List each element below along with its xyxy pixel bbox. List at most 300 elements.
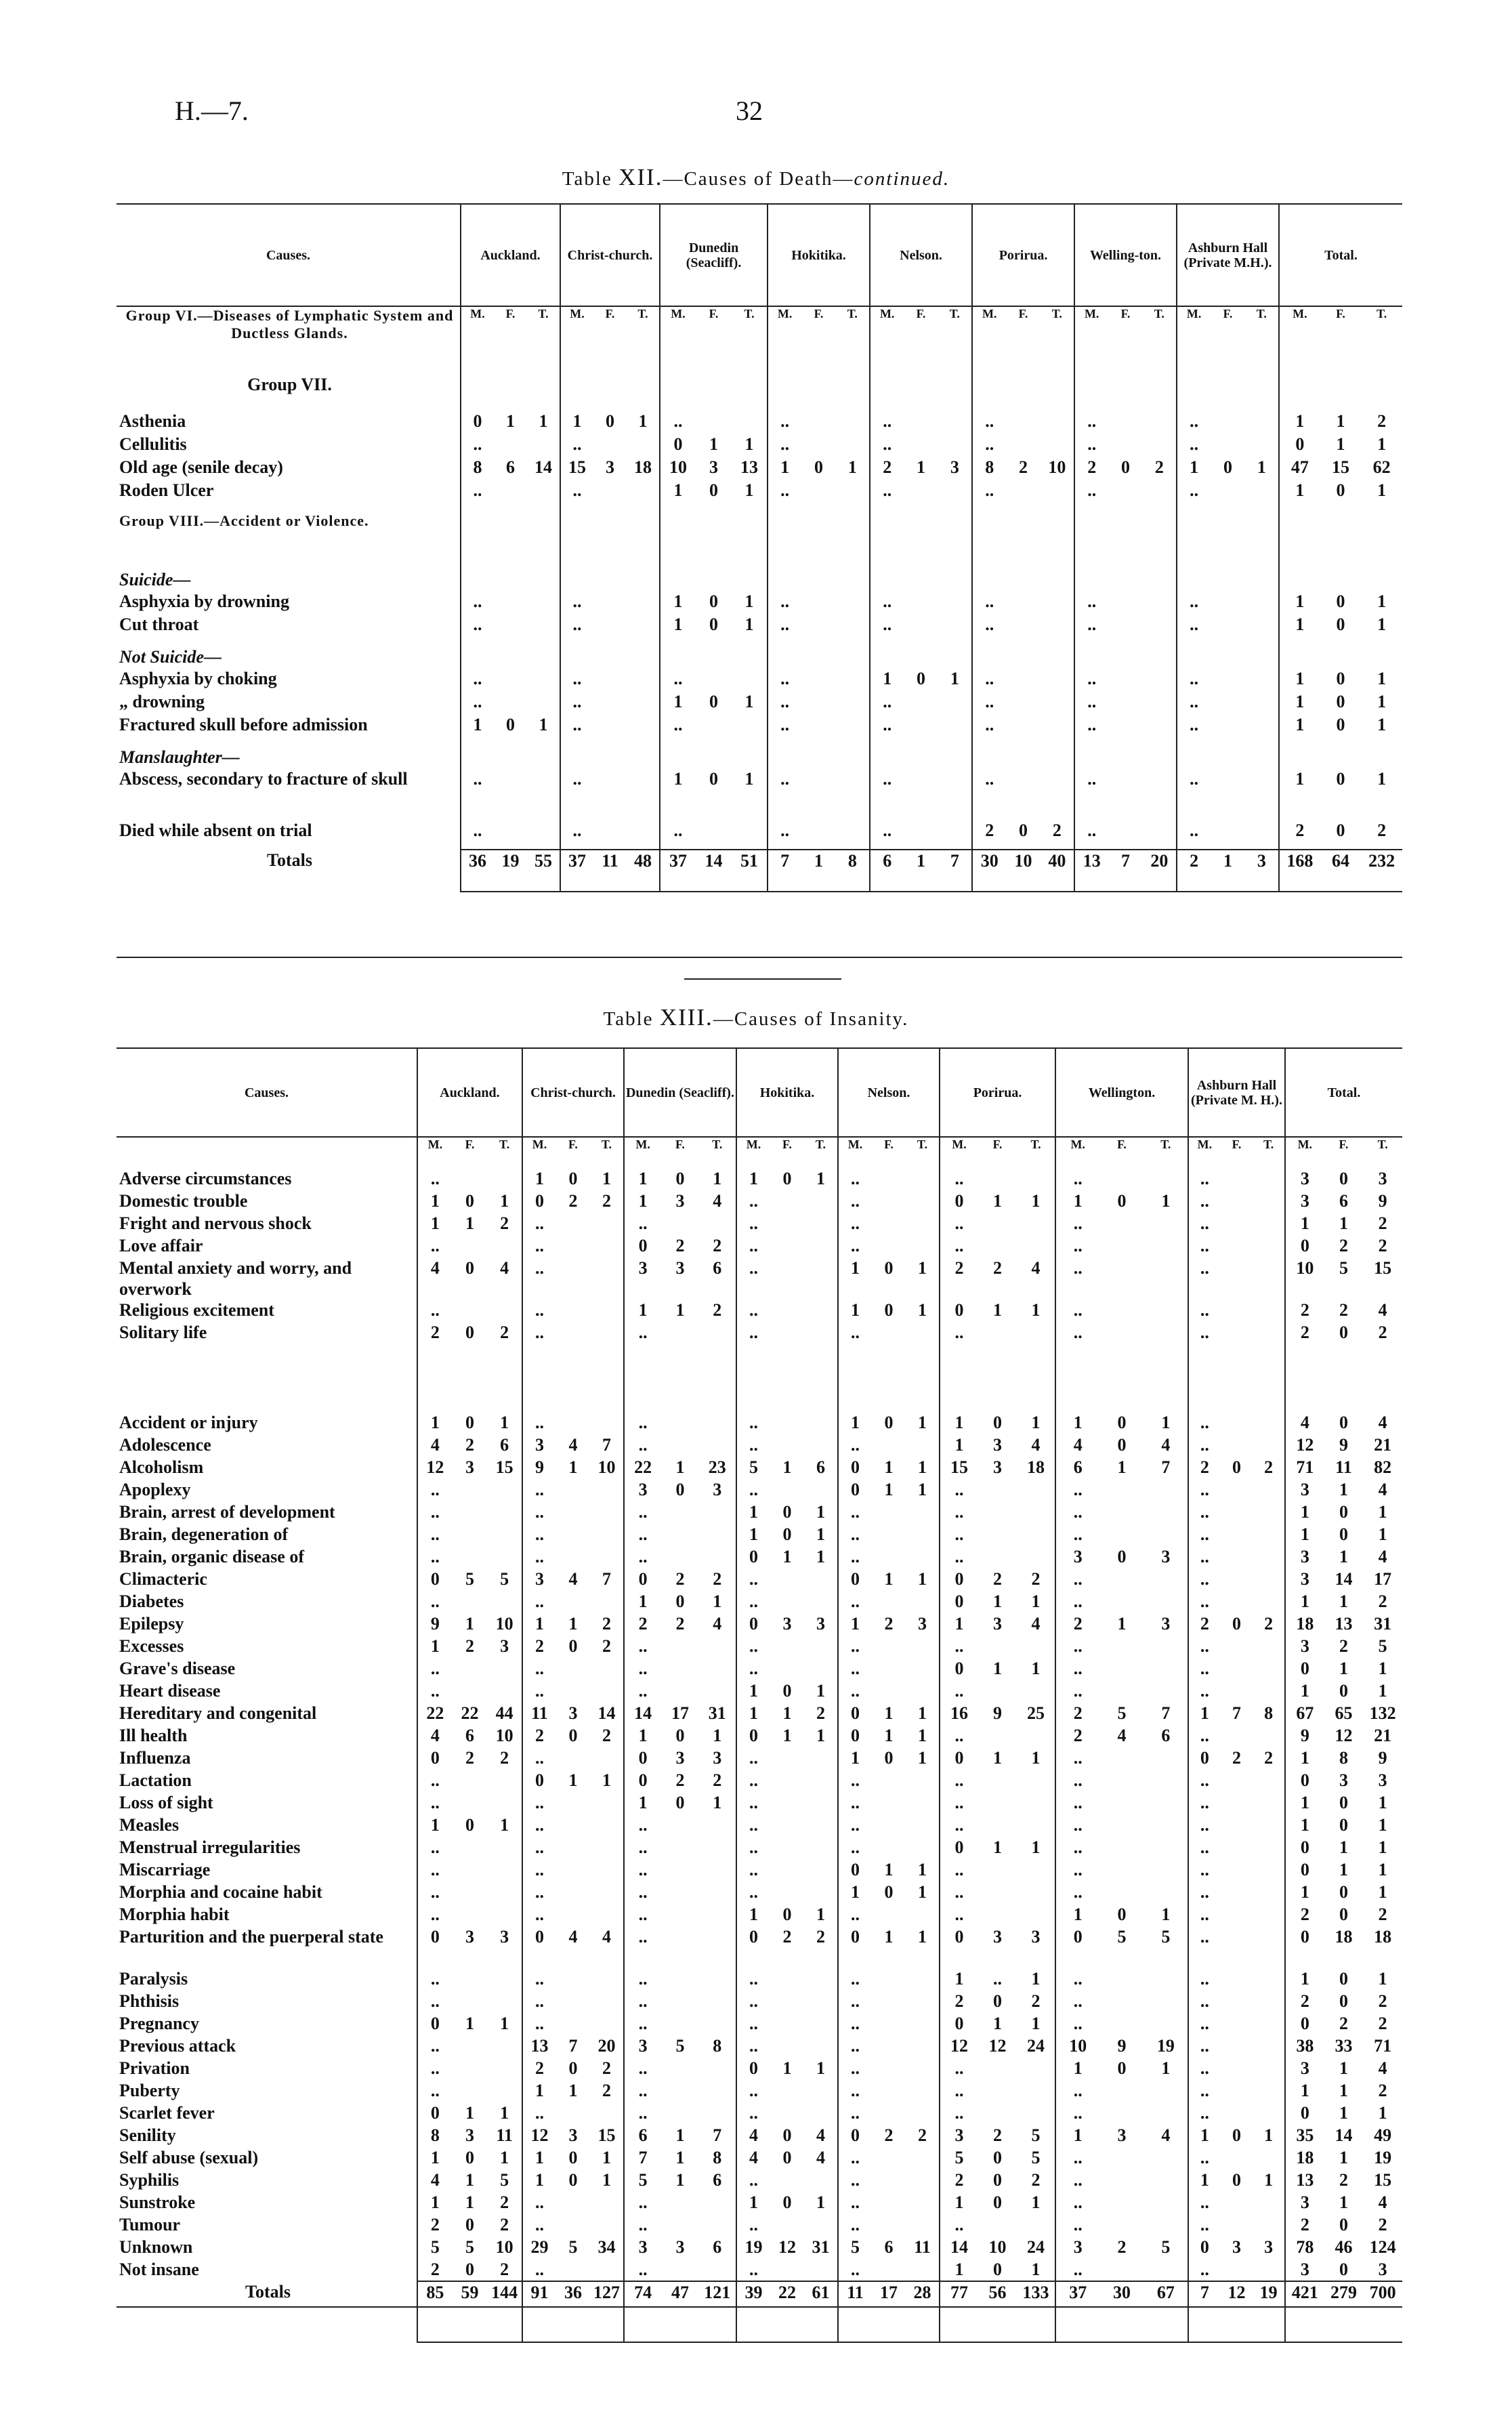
table13-value-cell: .. (1188, 1926, 1221, 1968)
table13-value-cell: 25 (1027, 1703, 1045, 1724)
table13-value-cell (1253, 1658, 1285, 1680)
table13-value-cell: 127 (590, 2281, 624, 2342)
table13-value-cell (906, 2058, 940, 2080)
table13-value-cell: .. (736, 1814, 770, 1837)
table13-value-cell (1253, 2013, 1285, 2035)
table12-row (117, 668, 1402, 691)
table13-value-cell: 0 (838, 1926, 872, 1968)
table13-value-cell: 1 (1031, 1191, 1041, 1211)
table12-value-cell (801, 512, 835, 569)
table13-value-cell: .. (1055, 2169, 1099, 2192)
table13-value-cell (1253, 2147, 1285, 2169)
table13-col-institution: Auckland. (417, 1049, 522, 1137)
table13-sub-header: F. (1117, 1138, 1127, 1151)
table13-value-cell: 0 (884, 1258, 894, 1278)
table12-value-cell: 1 (709, 434, 719, 454)
table13-value-cell: 31 (1374, 1614, 1392, 1634)
table12-value-cell (801, 714, 835, 747)
table13-value-cell: 3 (568, 2125, 578, 2146)
table13-value-cell: .. (1055, 1213, 1099, 1235)
table13-value-cell (590, 1991, 624, 2013)
table13-value-cell (487, 1658, 522, 1680)
table13-value-cell (699, 1524, 736, 1546)
table13-value-cell: 19 (1253, 2281, 1285, 2342)
table13-value-cell: 1 (1264, 2170, 1274, 2190)
table13-value-cell: .. (522, 1881, 556, 1904)
table13-value-cell: 1 (1031, 1837, 1041, 1858)
table13-value-cell (699, 1837, 736, 1859)
table13-value-cell: 3 (522, 1434, 556, 1457)
table13-cause-label: Brain, arrest of development (119, 1502, 335, 1522)
table12-value-cell: 6 (506, 457, 515, 477)
table12-value-cell (1211, 768, 1244, 820)
table13-value-cell: 1 (993, 1748, 1003, 1768)
table12-value-cell: .. (1074, 614, 1108, 646)
table13-value-cell: 1 (522, 1613, 556, 1636)
table13-value-cell: .. (838, 1546, 872, 1568)
table13-value-cell: 77 (940, 2281, 978, 2342)
table12-sub-header: F. (709, 307, 719, 320)
table12-totals-label: Totals (267, 850, 312, 870)
table13-value-cell (872, 1968, 906, 1991)
table12-value-cell (1211, 668, 1244, 691)
table13-value-cell: 0 (1339, 1969, 1348, 1989)
table13-value-cell (556, 1479, 590, 1501)
table13-value-cell: 2 (602, 2081, 611, 2101)
table13-value-cell (1017, 2102, 1055, 2125)
table13-value-cell: 37 (1055, 2281, 1099, 2342)
table13-value-cell: 1 (675, 1457, 685, 1478)
table13-value-cell: 1 (1161, 1191, 1171, 1211)
table13-value-cell: .. (736, 1235, 770, 1257)
table13-value-cell (770, 2259, 804, 2281)
table13-value-cell (453, 2035, 488, 2058)
table13-value-cell: 2 (1378, 1592, 1387, 1612)
table13-value-cell: 1 (624, 1725, 661, 1747)
table13-value-cell: 1 (993, 2014, 1003, 2034)
table13-value-cell: 3 (1117, 2125, 1127, 2146)
table12-value-cell (1006, 591, 1040, 614)
table13-value-cell: 3 (465, 1927, 474, 1947)
table12-value-cell: 1 (1279, 591, 1320, 614)
table13-value-cell (699, 1344, 736, 1412)
table13-value-cell: 4 (1161, 1435, 1171, 1455)
table13-value-cell (556, 1524, 590, 1546)
table12-value-cell (1143, 591, 1177, 614)
table12-value-cell: 1 (1177, 457, 1211, 480)
table13-row (117, 2214, 1402, 2237)
table12-sub-header: M. (870, 306, 904, 374)
table13-value-cell: 1 (1378, 1524, 1387, 1545)
table13-row (117, 1168, 1402, 1190)
table12-value-cell (836, 820, 870, 850)
table12-value-cell (1074, 646, 1108, 668)
table12-value-cell: 1 (1279, 668, 1320, 691)
table13-value-cell: .. (1188, 1412, 1221, 1434)
table12-value-cell (1006, 714, 1040, 747)
table13-value-cell (699, 1658, 736, 1680)
table13-cause-label: Self abuse (sexual) (119, 2148, 259, 2168)
table12-value-cell (696, 747, 732, 768)
table13-value-cell (556, 1501, 590, 1524)
table13-value-cell (487, 1770, 522, 1792)
table13-value-cell: 1 (675, 2148, 685, 2168)
table12-sub-header: F. (1120, 307, 1131, 320)
table12-value-cell: .. (560, 768, 593, 820)
table12-value-cell (1143, 480, 1177, 512)
table13-value-cell: .. (522, 1859, 556, 1881)
table13-value-cell (556, 1792, 590, 1814)
table13-value-cell: .. (417, 1859, 453, 1881)
table13-value-cell: .. (1188, 2102, 1221, 2125)
table13-row (117, 1546, 1402, 1568)
table12-value-cell (732, 747, 768, 768)
table13-value-cell: 1 (1161, 1905, 1171, 1925)
table12-value-cell: 2 (1074, 457, 1108, 480)
table12-value-cell: 2 (972, 820, 1006, 850)
table12-value-cell (1143, 434, 1177, 457)
table13-value-cell: 0 (838, 1479, 872, 1501)
table13-value-cell (699, 1968, 736, 1991)
table13-cause-label: Privation (119, 2058, 190, 2079)
table12-value-cell (1361, 374, 1402, 411)
table12-value-cell (1245, 614, 1279, 646)
table13-value-cell (1099, 1501, 1143, 1524)
table13-value-cell: 1 (568, 1614, 578, 1634)
table12-col-institution: Porirua. (972, 205, 1074, 306)
table13-value-cell: 15 (597, 2125, 616, 2146)
table12-value-cell: .. (1177, 820, 1211, 850)
table12-value-cell: 64 (1320, 850, 1362, 892)
table13-value-cell (590, 1881, 624, 1904)
table12-value-cell (696, 411, 732, 434)
table13-value-cell (1221, 1792, 1253, 1814)
table12-row (117, 434, 1402, 457)
table12-sub-header: T. (847, 307, 858, 320)
table13-value-cell: 0 (1339, 1169, 1348, 1188)
table13-value-cell: 5 (500, 1569, 509, 1589)
table13-value-cell: 3 (1055, 2237, 1099, 2259)
table12-value-cell (1245, 714, 1279, 747)
table12-value-cell (593, 747, 627, 768)
table12-value-cell (1361, 747, 1402, 768)
table12-value-cell: .. (560, 820, 593, 850)
table13-value-cell (1099, 1881, 1143, 1904)
table12-value-cell: 0 (506, 715, 515, 734)
table13-value-cell: 0 (940, 1747, 978, 1770)
table13-value-cell: 1 (816, 2058, 825, 2079)
table12-value-cell (1245, 646, 1279, 668)
table12-value-cell: 0 (1336, 692, 1345, 711)
table13-value-cell: 1 (816, 1524, 825, 1545)
table13-cause-label: Brain, organic disease of (119, 1547, 304, 1567)
table13-value-cell (1099, 1658, 1143, 1680)
table12-value-cell: .. (768, 411, 801, 434)
table13-value-cell: .. (736, 1881, 770, 1904)
table13-value-cell: 18 (1335, 1927, 1353, 1947)
table13-value-cell (940, 1344, 978, 1412)
table13-value-cell: 2 (1285, 1991, 1324, 2013)
table12-value-cell (494, 512, 527, 569)
table12-value-cell (627, 480, 660, 512)
table13-value-cell (978, 1725, 1017, 1747)
table13-sub-header: M. (624, 1137, 661, 1168)
table13-value-cell (804, 1213, 838, 1235)
table12-value-cell: 3 (606, 457, 614, 477)
table12-value-cell: 1 (744, 615, 754, 634)
table13-value-cell (487, 2080, 522, 2102)
table12-row (117, 457, 1402, 480)
table13-value-cell: 3 (1285, 1636, 1324, 1658)
table13-value-cell (1253, 1792, 1285, 1814)
table12-value-cell (1361, 512, 1402, 569)
table12-value-cell: .. (768, 480, 801, 512)
table13-value-cell: 1 (1339, 1547, 1348, 1567)
table13-value-cell: .. (736, 1299, 770, 1322)
table13-value-cell (1017, 1479, 1055, 1501)
table13-value-cell: 4 (1378, 1547, 1387, 1567)
table13-value-cell: 1 (918, 1927, 927, 1947)
table13-row (117, 1837, 1402, 1859)
table13-value-cell (906, 2169, 940, 2192)
table13-value-cell: 2 (713, 1770, 722, 1791)
table12-value-cell: 1 (506, 411, 515, 431)
table13-value-cell: 0 (1285, 1837, 1324, 1859)
table13-value-cell: 0 (1188, 1747, 1221, 1770)
table13-value-cell (487, 1235, 522, 1257)
table13-cause-label: Parturition and the puerperal state (119, 1927, 383, 1947)
table13-value-cell: 0 (465, 1323, 474, 1343)
table13-sub-header: F. (1232, 1138, 1242, 1151)
table13-value-cell: .. (736, 1434, 770, 1457)
table13-value-cell (872, 1235, 906, 1257)
table13-value-cell (872, 2192, 906, 2214)
table12-value-cell (527, 614, 560, 646)
table13-value-cell (590, 1680, 624, 1703)
table12-value-cell: 2 (1377, 820, 1387, 840)
table12-value-cell (627, 569, 660, 591)
table13-value-cell: 18 (1285, 2147, 1324, 2169)
table12-value-cell (593, 768, 627, 820)
table13-value-cell: .. (1188, 1991, 1221, 2013)
table13-value-cell (1144, 1837, 1188, 1859)
table12-value-cell: 6 (870, 850, 904, 892)
table12-value-cell (1006, 646, 1040, 668)
table13-value-cell: 2 (500, 1213, 509, 1233)
table13-value-cell: 1 (884, 1927, 894, 1947)
table13-value-cell (699, 1636, 736, 1658)
table12-value-cell (1177, 646, 1211, 668)
table12-cause-label: Group VI.—Diseases of Lymphatic System and Ductless Glands. (125, 307, 454, 342)
table13-value-cell: 5 (465, 1569, 474, 1589)
table13-value-cell: 18 (1285, 1613, 1324, 1636)
table12-value-cell (1320, 374, 1362, 411)
table13-value-cell: 16 (940, 1703, 978, 1725)
table13-value-cell: 0 (838, 2125, 872, 2147)
table13-value-cell (453, 1991, 488, 2013)
table13-value-cell: 4 (568, 1435, 578, 1455)
table13-cause-label: Morphia habit (119, 1905, 230, 1925)
table13-value-cell: 0 (736, 2058, 770, 2080)
table13-value-cell: 1 (1188, 2169, 1221, 2192)
table13-value-cell (1253, 1837, 1285, 1859)
table13-value-cell: .. (736, 2080, 770, 2102)
table12-value-cell (527, 434, 560, 457)
table13-value-cell: 0 (465, 1258, 474, 1278)
table13-value-cell: 5 (1117, 1703, 1127, 1724)
table13-value-cell: 4 (417, 1434, 453, 1457)
table13-value-cell (978, 1213, 1017, 1235)
table13-value-cell (804, 1837, 838, 1859)
table13-value-cell: .. (522, 1524, 556, 1546)
table12-sub-header: M. (1074, 306, 1108, 374)
table13-value-cell: .. (838, 1837, 872, 1859)
table12-value-cell (1041, 646, 1074, 668)
table13-value-cell (699, 1412, 736, 1434)
table13-value-cell: 20 (597, 2036, 616, 2056)
table13-value-cell (1144, 1568, 1188, 1591)
table13-value-cell: 6 (465, 1726, 474, 1746)
table12-value-cell (660, 747, 696, 768)
table13-value-cell (872, 1636, 906, 1658)
table13-value-cell (1099, 1747, 1143, 1770)
table13-value-cell: 1 (465, 2192, 474, 2213)
table12-value-cell (461, 374, 494, 411)
table12-value-cell (1108, 569, 1142, 591)
table13-value-cell (590, 1299, 624, 1322)
table13-value-cell: 2 (782, 1927, 792, 1947)
table13-value-cell: 1 (816, 2192, 825, 2213)
table12-caption (0, 164, 1512, 191)
table12-value-cell: 1 (660, 480, 696, 512)
table13-value-cell: .. (522, 2102, 556, 2125)
table13-value-cell: 2 (465, 1636, 474, 1657)
table13-value-cell (978, 2080, 1017, 2102)
table12-value-cell (627, 434, 660, 457)
table13-value-cell (872, 1322, 906, 1344)
table13-cause-label: Adverse circumstances (119, 1169, 292, 1188)
table12-value-cell (801, 768, 835, 820)
table13-value-cell: .. (1188, 1680, 1221, 1703)
table12-value-cell (1361, 569, 1402, 591)
table13-value-cell: 9 (522, 1457, 556, 1479)
table13-value-cell: 1 (568, 2081, 578, 2101)
table13-value-cell (1144, 1636, 1188, 1658)
table12-value-cell (870, 747, 904, 768)
table12-value-cell: 0 (814, 457, 823, 477)
table12-value-cell (938, 691, 972, 714)
table12-col-institution: Ashburn Hall (Private M.H.). (1177, 205, 1279, 306)
table13-value-cell: 1 (1339, 2103, 1348, 2123)
table13-row (117, 1322, 1402, 1344)
table12-cause-label: Asphyxia by drowning (119, 591, 289, 611)
table13-value-cell (906, 1168, 940, 1190)
table13-value-cell (699, 2102, 736, 2125)
table12-value-cell: 1 (660, 614, 696, 646)
table13-value-cell: .. (624, 2259, 661, 2281)
table13-value-cell: 0 (940, 1837, 978, 1859)
table13-value-cell: 0 (782, 2125, 792, 2146)
table12-value-cell: 2 (1279, 820, 1320, 850)
table13-cause-label: Fright and nervous shock (119, 1213, 312, 1233)
table13-value-cell (978, 1235, 1017, 1257)
table13-value-cell (978, 1680, 1017, 1703)
table13-value-cell: 3 (1285, 1479, 1324, 1501)
table13-value-cell: .. (838, 1235, 872, 1257)
table13-value-cell: 9 (417, 1613, 453, 1636)
table13-value-cell (556, 1591, 590, 1613)
table13-value-cell: 1 (602, 2170, 611, 2190)
table12-value-cell (593, 512, 627, 569)
table13-value-cell: 3 (1285, 2192, 1324, 2214)
table13-value-cell: 1 (568, 1770, 578, 1791)
table13-value-cell: .. (522, 1479, 556, 1501)
table12-value-cell: .. (1074, 434, 1108, 457)
table12-value-cell (1108, 646, 1142, 668)
table13-value-cell (872, 1680, 906, 1703)
table12-sub-header: F. (1018, 307, 1028, 320)
table13-value-cell (1144, 1881, 1188, 1904)
table12-value-cell: 1 (1279, 768, 1320, 820)
table12-value-cell: .. (972, 480, 1006, 512)
table13-value-cell: .. (736, 1837, 770, 1859)
table13-value-cell: 1 (838, 1613, 872, 1636)
table13-value-cell: 0 (838, 1703, 872, 1725)
table13-value-cell: 1 (1285, 1501, 1324, 1524)
table12-value-cell (938, 646, 972, 668)
table13-value-cell: .. (838, 2169, 872, 2192)
table13-value-cell: 0 (736, 1926, 770, 1968)
table13-value-cell (590, 1968, 624, 1991)
table13-value-cell: 2 (1285, 2214, 1324, 2237)
table13-value-cell: 1 (782, 1457, 792, 1478)
table12-value-cell: 1 (660, 691, 696, 714)
table13-value-cell: .. (940, 1881, 978, 1904)
table13-value-cell: 6 (816, 1457, 825, 1478)
table12-value-cell (593, 646, 627, 668)
table13-value-cell: 0 (1117, 1547, 1127, 1567)
table13-row (117, 1457, 1402, 1479)
table13-value-cell: 2 (1031, 1991, 1041, 2012)
table13-value-cell: 1 (838, 1299, 872, 1322)
table12-value-cell: 13 (1074, 850, 1108, 892)
table12-sub-header: F. (605, 307, 615, 320)
table12-row (117, 374, 1402, 411)
table13-row (117, 1190, 1402, 1213)
table12-value-cell: 1 (560, 411, 593, 434)
table13-value-cell (1221, 1235, 1253, 1257)
table12-value-cell (1279, 747, 1320, 768)
table13-value-cell: 1 (918, 1703, 927, 1724)
table12-row (117, 747, 1402, 768)
table12-value-cell (1143, 569, 1177, 591)
table13-sub-header: F. (568, 1138, 578, 1151)
table13-value-cell: .. (940, 1524, 978, 1546)
table13-value-cell: 2 (816, 1927, 825, 1947)
table12-value-cell (836, 646, 870, 668)
table13-row (117, 1636, 1402, 1658)
table13-value-cell (556, 1344, 590, 1412)
table13-value-cell (1363, 1344, 1402, 1412)
table13-value-cell: 3 (993, 1435, 1003, 1455)
table13-value-cell (699, 1680, 736, 1703)
table13-value-cell: 19 (1374, 2148, 1392, 2168)
table12-value-cell: .. (1177, 691, 1211, 714)
table12-value-cell (560, 374, 593, 411)
table13-value-cell (590, 1591, 624, 1613)
table13-value-cell: 5 (500, 2170, 509, 2190)
table13-value-cell: 6 (713, 2170, 722, 2190)
